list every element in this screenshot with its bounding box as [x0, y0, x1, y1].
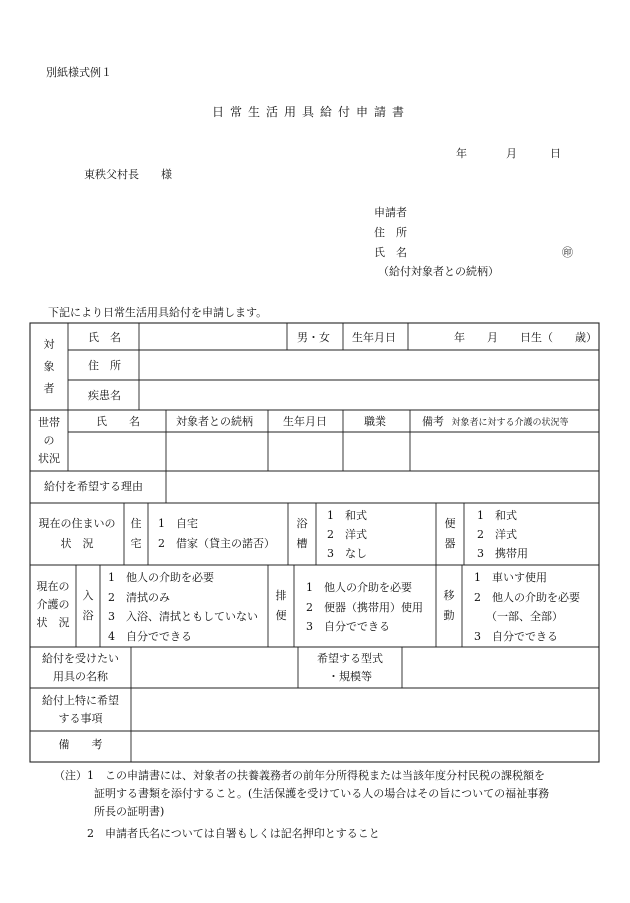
reason-label: 給付を希望する理由 [44, 480, 143, 493]
household-label: 世帯 の 状況 [38, 416, 60, 465]
applicant-label: 申請者 [374, 206, 407, 219]
household-col-birth: 生年月日 [283, 415, 327, 428]
toilet-options: 1 和式 2 洋式 3 携帯用 [477, 509, 528, 560]
move-label: 移 動 [443, 589, 455, 622]
household-col-name: 氏 名 [96, 415, 140, 428]
model-label: 希望する型式 ・規模等 [317, 652, 383, 683]
housing-options: 1 自宅 2 借家（貸主の諾否） [158, 517, 275, 550]
date-year: 年 [456, 147, 467, 160]
target-label: 対 象 者 [43, 338, 55, 395]
care-bath-options: 1 他人の介助を必要 2 清拭のみ 3 入浴、清拭ともしていない 4 自分でできる [108, 571, 258, 643]
item-label: 給付を受けたい 用具の名称 [42, 652, 119, 683]
housing-label: 現在の住まいの 状 況 [38, 517, 116, 550]
applicant-relation-label: （給付対象者との続柄） [378, 265, 499, 278]
form-number: 別紙様式例１ [46, 66, 112, 79]
excretion-options: 1 他人の介助を必要 2 便器（携帯用）使用 3 自分でできる [306, 581, 423, 633]
page-title: 日常生活用具給付申請書 [212, 105, 411, 119]
remarks-label: 備 考 [58, 738, 103, 751]
target-address-label: 住 所 [88, 359, 121, 372]
note-1-line2: 証明する書類を添付すること。(生活保護を受けている人の場合はその旨についての福祉事務 [94, 787, 550, 800]
date-day: 日 [550, 147, 561, 160]
note-1-line3: 所長の証明書) [94, 805, 165, 818]
care-bath-label: 入 浴 [82, 589, 94, 622]
bath-label: 浴 槽 [296, 517, 308, 550]
applicant-address-label: 住 所 [374, 226, 407, 239]
household-col-note: 備考 対象者に対する介護の状況等 [422, 415, 569, 428]
addressee: 東秩父村長 様 [84, 168, 172, 181]
seal-mark: ㊞ [562, 246, 573, 259]
housing-sub-label: 住 宅 [130, 517, 142, 550]
bath-options: 1 和式 2 洋式 3 なし [327, 509, 367, 560]
toilet-label: 便 器 [444, 517, 456, 550]
household-col-job: 職業 [364, 415, 386, 428]
care-label: 現在の 介護の 状 況 [36, 580, 70, 629]
target-name-label: 氏 名 [88, 331, 121, 344]
notes-prefix: （注） [54, 769, 87, 782]
target-birth-value: 年 月 日生（ 歳） [454, 331, 597, 344]
special-label: 給付上特に希望 する事項 [42, 694, 119, 725]
target-birth-label: 生年月日 [352, 331, 396, 344]
date-month: 月 [506, 147, 517, 160]
target-disease-label: 疾患名 [88, 389, 121, 402]
note-1: 1 この申請書には、対象者の扶養義務者の前年分所得税または当該年度分村民税の課税額を [87, 769, 545, 782]
target-sex: 男・女 [297, 331, 330, 344]
intro-text: 下記により日常生活用具給付を申請します。 [48, 306, 268, 319]
household-col-relation: 対象者との続柄 [176, 415, 253, 428]
move-options: 1 車いす使用 2 他人の介助を必要 （一部、全部） 3 自分でできる [474, 571, 580, 643]
note-2: 2 申請者氏名については自署もしくは記名押印とすること [87, 827, 380, 840]
applicant-name-label: 氏 名 [374, 246, 407, 259]
excretion-label: 排 便 [275, 589, 287, 622]
